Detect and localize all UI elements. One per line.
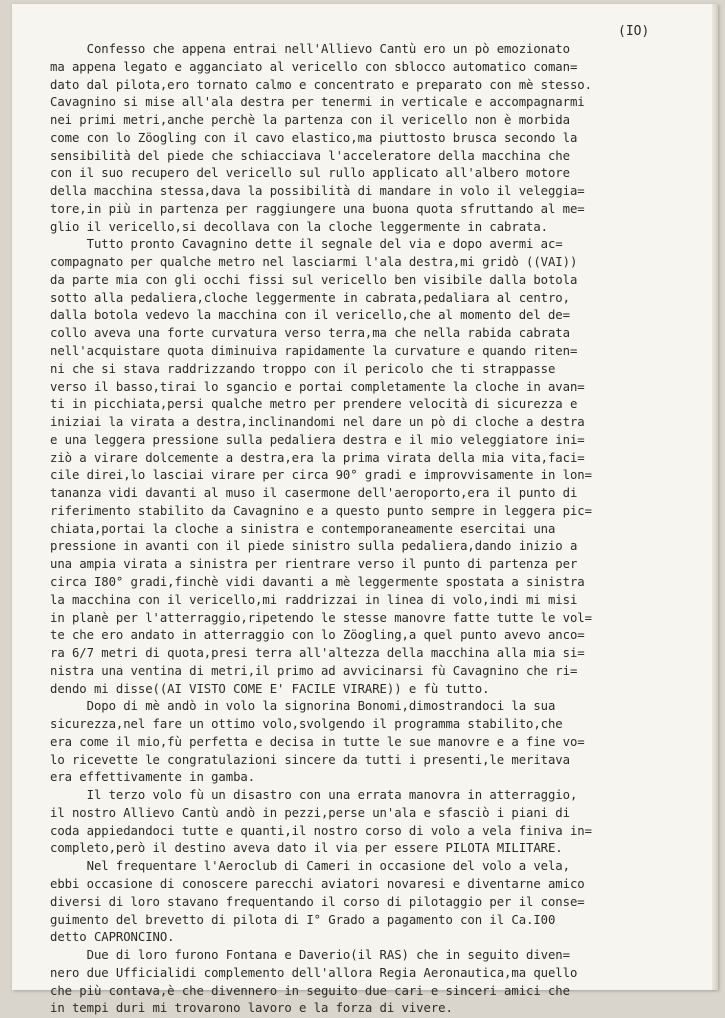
text-line: diversi di loro stavano frequentando il corso di pilotaggio per il conse= <box>50 894 585 909</box>
text-line: con il suo recupero del vericello sul rullo applicato all'albero motore <box>50 166 570 181</box>
text-line: dato dal pilota,ero tornato calmo e concentrato e preparato con mè stesso. <box>50 77 592 92</box>
text-line: Due di loro furono Fontana e Daverio(il RAS) che in seguito diven= <box>50 948 570 963</box>
text-line: dalla botola vedevo la macchina con il vericello,che al momento del de= <box>50 308 570 323</box>
page-number: (IO) <box>618 24 650 39</box>
text-line: sicurezza,nel fare un ottimo volo,svolgendo il programma stabilito,che <box>50 717 563 732</box>
text-line: la macchina con il vericello,mi raddrizzai in linea di volo,indi mi misi <box>50 592 578 607</box>
text-line: completo,però il destino aveva dato il via per essere PILOTA MILITARE. <box>50 841 563 856</box>
text-line: coda appiedandoci tutte e quanti,il nostro corso di volo a vela finiva in= <box>50 823 592 838</box>
text-line: ni che si stava raddrizzando troppo con il pericolo che ti strappasse <box>50 361 556 376</box>
text-line: in planè per l'atterraggio,ripetendo le stesse manovre fatte tutte le vol= <box>50 610 592 625</box>
text-line: tore,in più in partenza per raggiungere una buona quota sfruttando al me= <box>50 201 585 216</box>
text-line: da parte mia con gli occhi fissi sul vericello ben visibile dalla botola <box>50 272 578 287</box>
text-line: Nel frequentare l'Aeroclub di Cameri in occasione del volo a vela, <box>50 859 570 874</box>
text-line: riferimento stabilito da Cavagnino e a questo punto sempre in leggera pic= <box>50 503 592 518</box>
text-line: verso il basso,tirai lo sgancio e portai completamente la cloche in avan= <box>50 379 585 394</box>
text-line: il nostro Allievo Cantù andò in pezzi,perse un'ala e sfasciò i piani di <box>50 805 570 820</box>
text-line: che più contava,è che divennero in seguito due cari e sinceri amici che <box>50 983 570 998</box>
text-line: della macchina stessa,dava la possibilità di mandare in volo il veleggia= <box>50 184 585 199</box>
text-line: sensibilità del piede che schiacciava l'acceleratore della macchina che <box>50 148 570 163</box>
text-line: Confesso che appena entrai nell'Allievo Cantù ero un pò emozionato <box>50 42 570 56</box>
typewritten-text <box>50 41 710 1018</box>
text-line: ma appena legato e agganciato al vericello con sblocco automatico coman= <box>50 59 578 74</box>
text-line: Il terzo volo fù un disastro con una errata manovra in atterraggio, <box>50 788 578 803</box>
text-line: come con lo Zöogling con il cavo elastico,ma piuttosto brusca secondo la <box>50 130 578 145</box>
text-line: chiata,portai la cloche a sinistra e contemporaneamente esercitai una <box>50 521 556 536</box>
text-line: ziò a virare dolcemente a destra,era la prima virata della mia vita,faci= <box>50 450 585 465</box>
text-line: circa I80° gradi,finchè vidi davanti a mè leggermente spostata a sinistra <box>50 574 585 589</box>
text-line: una ampia virata a sinistra per rientrare verso il punto di partenza per <box>50 557 578 572</box>
text-line: ra 6/7 metri di quota,presi terra all'altezza della macchina alla mia si= <box>50 646 585 661</box>
text-line: Cavagnino si mise all'ala destra per tenermi in verticale e accompagnarmi <box>50 95 585 110</box>
text-line: te che ero andato in atterraggio con lo Zöogling,a quel punto avevo anco= <box>50 628 585 643</box>
text-line: pressione in avanti con il piede sinistro sulla pedaliera,dando inizio a <box>50 539 578 554</box>
text-line: nell'acquistare quota diminuiva rapidamente la curvature e quando riten= <box>50 344 578 359</box>
text-line: glio il vericello,si decollava con la cloche leggermente in cabrata. <box>50 219 548 234</box>
text-line: iniziai la virata a destra,inclinandomi nel dare un pò di cloche a destra <box>50 415 585 430</box>
text-line: cile direi,lo lasciai virare per circa 90° gradi e improvvisamente in lon= <box>50 468 592 483</box>
text-line: era come il mio,fù perfetta e decisa in tutte le sue manovre e a fine vo= <box>50 734 585 749</box>
text-line: collo aveva una forte curvatura verso terra,ma che nella rabida cabrata <box>50 326 570 341</box>
text-line: nistra una ventina di metri,il primo ad avvicinarsi fù Cavagnino che ri= <box>50 663 578 678</box>
text-line: compagnato per qualche metro nel lasciarmi l'ala destra,mi gridò ((VAI)) <box>50 255 578 270</box>
text-line: Tutto pronto Cavagnino dette il segnale del via e dopo avermi ac= <box>50 237 563 252</box>
text-line: tananza vidi davanti al muso il casermone dell'aeroporto,era il punto di <box>50 486 578 501</box>
text-line: nero due Ufficialidi complemento dell'allora Regia Aeronautica,ma quello <box>50 965 578 980</box>
text-line: in tempi duri mi trovarono lavoro e la forza di vivere. <box>50 1001 453 1016</box>
text-line: sotto alla pedaliera,cloche leggermente in cabrata,pedaliara al centro, <box>50 290 570 305</box>
text-line: e una leggera pressione sulla pedaliera destra e il mio veleggiatore ini= <box>50 432 585 447</box>
text-line: nei primi metri,anche perchè la partenza con il vericello non è morbida <box>50 113 570 128</box>
document-page <box>12 4 718 1016</box>
text-line: Dopo di mè andò in volo la signorina Bonomi,dimostrandoci la sua <box>50 699 556 714</box>
text-line: ebbi occasione di conoscere parecchi aviatori novaresi e diventarne amico <box>50 876 585 891</box>
text-line: era effettivamente in gamba. <box>50 770 256 785</box>
text-line: dendo mi disse((AI VISTO COME E' FACILE VIRARE)) e fù tutto. <box>50 681 490 696</box>
page-edge-shadow <box>712 4 718 990</box>
text-line: guimento del brevetto di pilota di I° Grado a pagamento con il Ca.I00 <box>50 912 556 927</box>
text-line: detto CAPRONCINO. <box>50 930 175 945</box>
text-line: lo ricevette le congratulazioni sincere da tutti i presenti,le meritava <box>50 752 570 767</box>
text-line: ti in picchiata,persi qualche metro per prendere velocità di sicurezza e <box>50 397 578 412</box>
